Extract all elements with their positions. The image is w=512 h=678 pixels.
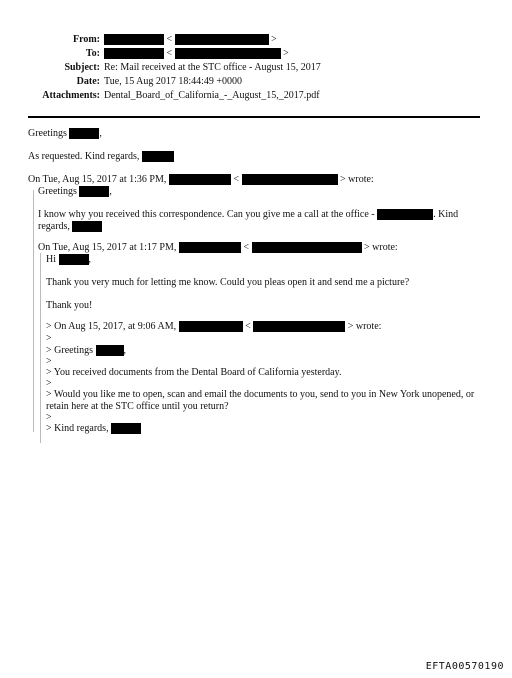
redaction: [104, 48, 164, 59]
header-divider: [28, 116, 480, 118]
quote3-blank: >: [46, 333, 52, 344]
redaction: [79, 186, 109, 197]
quote3-blank: >: [46, 378, 52, 389]
attachment-link[interactable]: Dental_Board_of_California_-_August_15,_2017.pdf: [104, 90, 320, 101]
redaction: [72, 221, 102, 232]
quote3-greeting: > Greetings ,: [46, 345, 127, 356]
to-label: To:: [85, 48, 100, 59]
subject-label: Subject:: [64, 62, 100, 73]
redaction: [104, 34, 164, 45]
redaction: [142, 151, 174, 162]
quote3-intro: > On Aug 15, 2017, at 9:06 AM, < > wrote:: [46, 321, 382, 332]
redaction: [175, 48, 281, 59]
redaction: [111, 423, 141, 434]
quote3-line2b: retain here at the STC office until you return?: [46, 401, 229, 412]
quote1-intro: On Tue, Aug 15, 2017 at 1:36 PM, < > wrote:: [28, 174, 374, 185]
quote-bar: [33, 190, 34, 432]
redaction: [59, 254, 89, 265]
quote-bar: [40, 253, 41, 443]
from-label: From:: [72, 34, 100, 45]
redaction: [175, 34, 269, 45]
redaction: [169, 174, 231, 185]
redaction: [96, 345, 124, 356]
reply-line: As requested. Kind regards,: [28, 151, 174, 163]
quote3-blank: >: [46, 356, 52, 367]
quote3-line2a: > Would you like me to open, scan and email the documents to you, send to you in New York unopened, or: [46, 389, 475, 400]
quote3-blank: >: [46, 412, 52, 423]
quote1-regards: regards,: [38, 221, 102, 233]
redaction: [242, 174, 338, 185]
redaction: [179, 321, 243, 332]
quote1-greeting: Greetings ,: [38, 186, 112, 197]
quote2-text: Thank you very much for letting me know. Could you pleas open it and send me a picture?: [46, 277, 410, 288]
redaction: [69, 128, 99, 139]
redaction: [377, 209, 433, 220]
quote3-line1: > You received documents from the Dental Board of California yesterday.: [46, 367, 342, 378]
redaction: [179, 242, 241, 253]
date-value: Tue, 15 Aug 2017 18:44:49 +0000: [104, 76, 243, 87]
attachments-label: Attachments:: [42, 90, 100, 101]
quote2-hi: Hi ,: [46, 254, 91, 265]
subject-value: Re: Mail received at the STC office - August 15, 2017: [104, 62, 321, 73]
greeting-line: Greetings ,: [28, 128, 102, 139]
quote2-intro: On Tue, Aug 15, 2017 at 1:17 PM, < > wrote:: [38, 242, 398, 253]
document-id: EFTA00570190: [425, 661, 504, 672]
redaction: [252, 242, 362, 253]
quote2-thanks: Thank you!: [46, 300, 93, 311]
date-label: Date:: [76, 76, 100, 87]
quote1-text: I know why you received this correspondence. Can you give me a call at the office - . Kind: [38, 209, 459, 220]
redaction: [253, 321, 345, 332]
quote3-regards: > Kind regards,: [46, 423, 141, 435]
